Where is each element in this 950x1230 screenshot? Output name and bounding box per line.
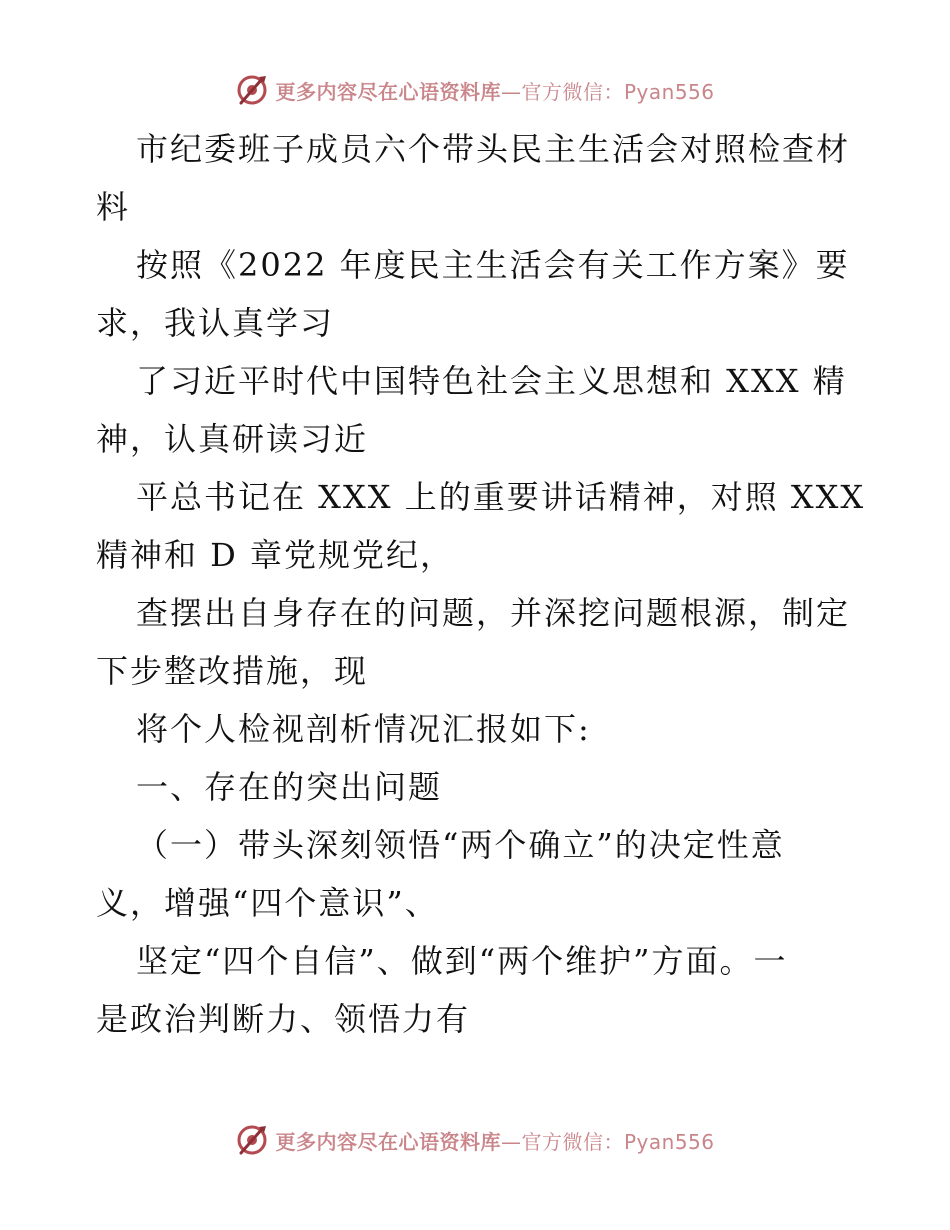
text-line: 精神和 D 章党规党纪， — [96, 536, 455, 574]
text-line: 坚定“四个自信”、做到“两个维护”方面。一 — [136, 942, 788, 980]
text-line: 市纪委班子成员六个带头民主生活会对照检查材 — [136, 130, 851, 168]
text-line: 平总书记在 XXX 上的重要讲话精神，对照 XXX — [136, 478, 866, 516]
text-line: 义，增强“四个意识”、 — [96, 884, 439, 922]
text-line: 下步整改措施，现 — [96, 652, 369, 690]
watermark-wechat-id: Pyan556 — [623, 1129, 715, 1154]
watermark-text — [275, 1126, 714, 1155]
text-line: 将个人检视剖析情况汇报如下: — [136, 710, 591, 748]
text-line: 了习近平时代中国特色社会主义思想和 XXX 精 — [136, 362, 847, 400]
watermark-separator: — — [500, 1129, 522, 1154]
document-body — [96, 120, 866, 1048]
footer-watermark — [0, 1120, 950, 1160]
watermark-text — [275, 76, 714, 105]
watermark-brand: 更多内容尽在心语资料库 — [275, 1129, 501, 1154]
text-line: 按照《2022 年度民主生活会有关工作方案》要 — [136, 246, 850, 284]
header-watermark — [0, 70, 950, 110]
text-line: 是政治判断力、领悟力有 — [96, 1000, 471, 1038]
text-line: 一、存在的突出问题 — [136, 768, 443, 806]
watermark-separator: — — [500, 79, 522, 104]
watermark-brand: 更多内容尽在心语资料库 — [275, 79, 501, 104]
text-line: 查摆出自身存在的问题，并深挖问题根源，制定 — [136, 594, 851, 632]
pen-circle-logo-icon — [235, 73, 269, 107]
text-line: 神，认真研读习近 — [96, 420, 369, 458]
text-line: 料 — [96, 188, 131, 226]
watermark-wechat-label: 官方微信： — [521, 1129, 624, 1154]
watermark-wechat-id: Pyan556 — [623, 79, 715, 104]
pen-circle-logo-icon — [235, 1123, 269, 1157]
text-line: 求，我认真学习 — [96, 304, 335, 342]
text-line: （一）带头深刻领悟“两个确立”的决定性意 — [136, 826, 785, 864]
watermark-wechat-label: 官方微信： — [521, 79, 624, 104]
